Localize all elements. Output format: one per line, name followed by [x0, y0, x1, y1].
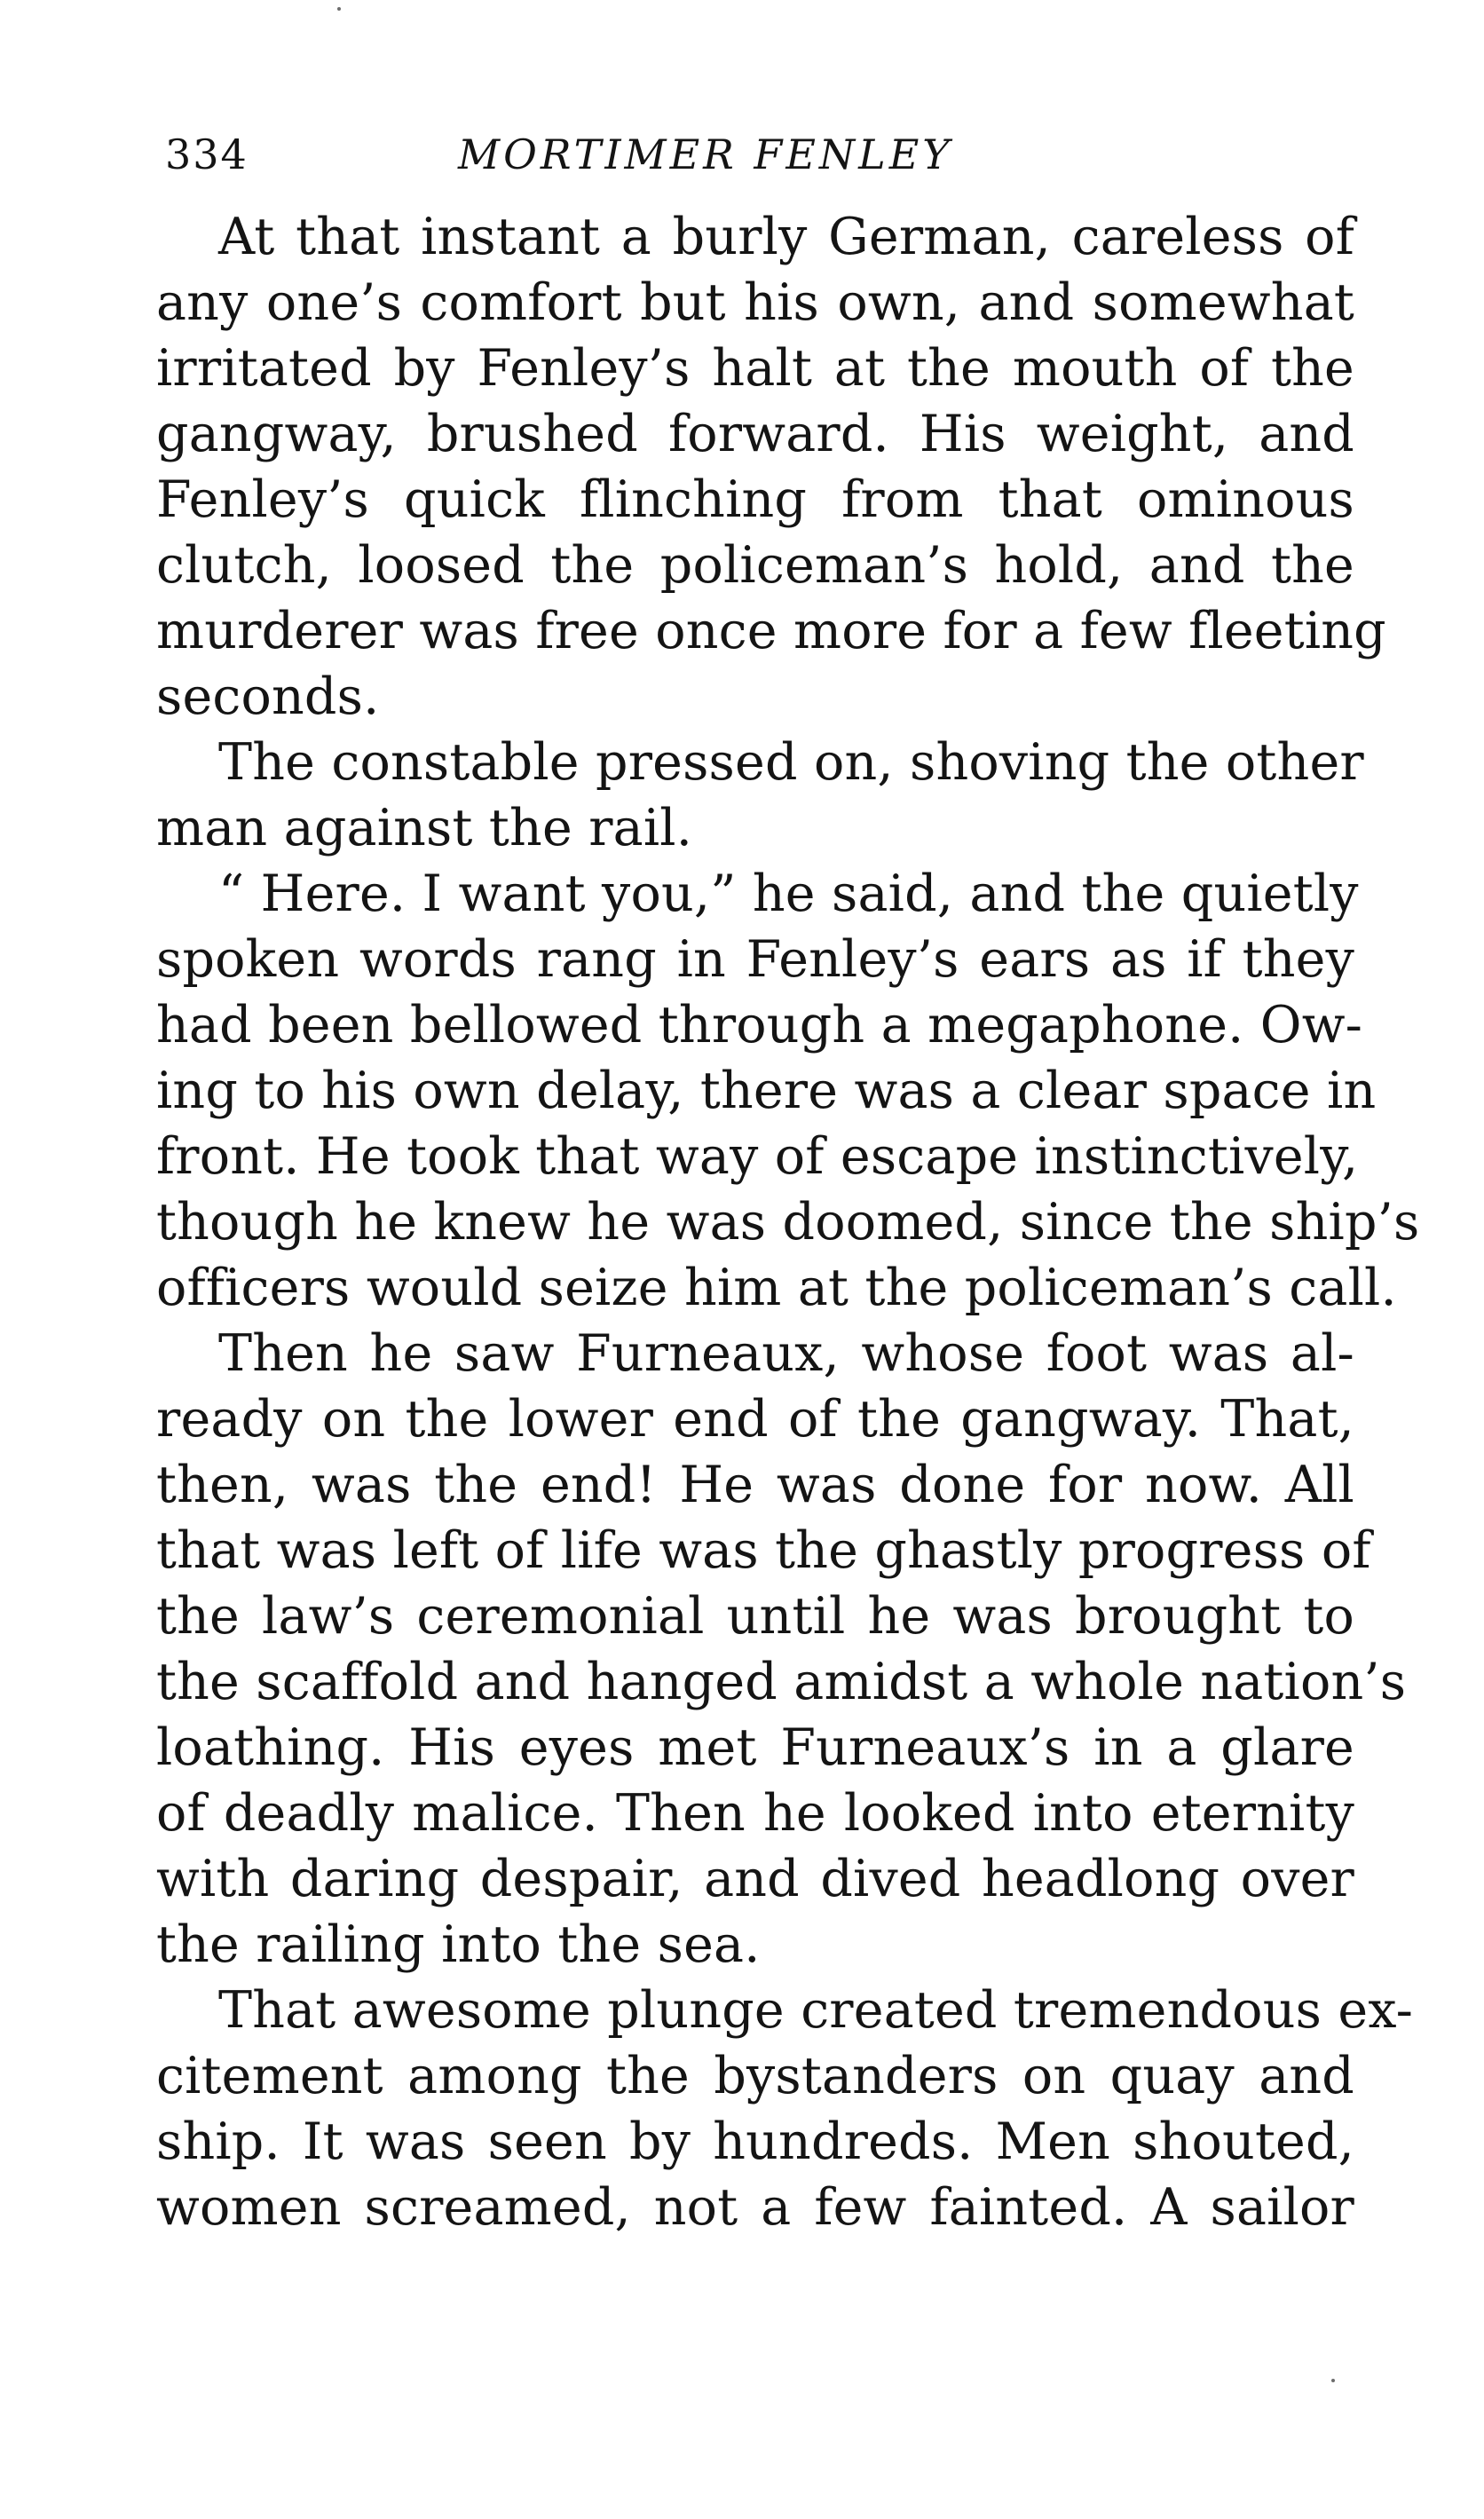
text-line: had been bellowed through a megaphone. Ow- — [156, 996, 1363, 1054]
book-page — [156, 117, 1420, 2425]
text-line: seconds. — [156, 667, 380, 726]
scan-speck — [337, 7, 341, 11]
page-number: 334 — [165, 130, 249, 178]
text-line: man against the rail. — [156, 799, 693, 857]
text-line: At that instant a burly German, careless of — [218, 208, 1354, 266]
paragraph-1 — [156, 204, 1386, 730]
text-line: any one’s comfort but his own, and somewhat — [156, 273, 1354, 332]
text-line: gangway, brushed forward. His weight, and — [156, 405, 1354, 463]
running-title: MORTIMER FENLEY — [458, 130, 953, 178]
text-line: The constable pressed on, shoving the other — [218, 733, 1364, 792]
text-line: front. He took that way of escape instinctively, — [156, 1127, 1359, 1186]
text-line: with daring despair, and dived headlong over — [156, 1850, 1354, 1908]
text-line: Then he saw Furneaux, whose foot was al- — [218, 1324, 1354, 1383]
body-text — [156, 204, 1420, 2240]
text-line: though he knew he was doomed, since the ship’s — [156, 1193, 1420, 1252]
paragraph-2 — [156, 730, 1364, 861]
text-line: women screamed, not a few fainted. A sailor — [156, 2178, 1354, 2237]
text-line: ship. It was seen by hundreds. Men shouted, — [156, 2112, 1354, 2171]
paragraph-5 — [156, 1978, 1414, 2240]
text-line: the law’s ceremonial until he was brought to — [156, 1587, 1354, 1646]
text-line: citement among the bystanders on quay and — [156, 2047, 1354, 2105]
text-line: “ Here. I want you,” he said, and the quietly — [218, 865, 1359, 923]
text-line: then, was the end! He was done for now. All — [156, 1456, 1354, 1514]
text-line: That awesome plunge created tremendous ex- — [218, 1981, 1414, 2040]
paragraph-3 — [156, 861, 1420, 1321]
text-line: that was left of life was the ghastly progress of — [156, 1521, 1371, 1580]
text-line: of deadly malice. Then he looked into eternity — [156, 1784, 1354, 1843]
scan-speck — [1331, 2379, 1335, 2382]
text-line: ing to his own delay, there was a clear space in — [156, 1062, 1377, 1120]
text-line: the scaffold and hanged amidst a whole nation’s — [156, 1653, 1407, 1711]
paragraph-4 — [156, 1321, 1407, 1978]
text-line: clutch, loosed the policeman’s hold, and the — [156, 536, 1354, 595]
running-head — [156, 117, 1354, 192]
text-line: Fenley’s quick flinching from that ominous — [156, 470, 1354, 529]
text-line: loathing. His eyes met Furneaux’s in a glare — [156, 1718, 1354, 1777]
text-line: irritated by Fenley’s halt at the mouth of the — [156, 339, 1354, 398]
text-line: spoken words rang in Fenley’s ears as if they — [156, 930, 1354, 989]
text-line: officers would seize him at the policeman’s call. — [156, 1259, 1397, 1317]
text-line: the railing into the sea. — [156, 1915, 761, 1974]
text-line: murderer was free once more for a few fleeting — [156, 602, 1386, 660]
text-line: ready on the lower end of the gangway. That, — [156, 1390, 1354, 1449]
